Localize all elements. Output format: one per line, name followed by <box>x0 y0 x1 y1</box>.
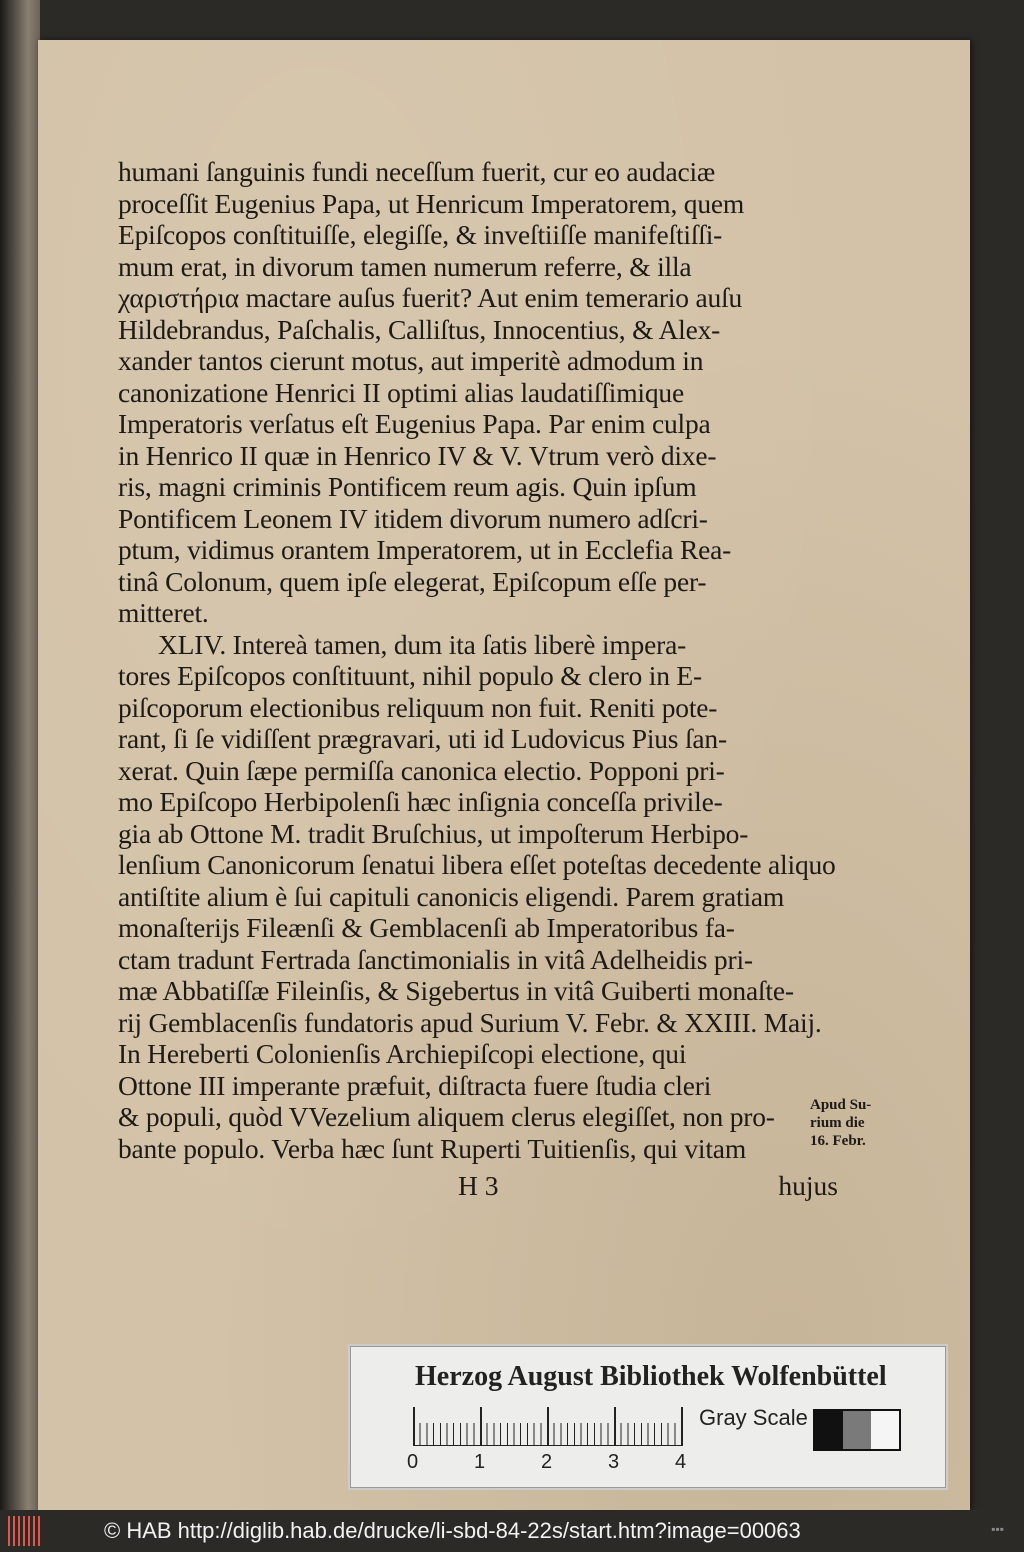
gray-scale-label: Gray Scale <box>699 1405 808 1430</box>
copyright-url[interactable]: © HAB http://diglib.hab.de/drucke/li-sbd-84-22s/start.htm?image=00063 <box>104 1518 801 1543</box>
text-line: χαριστήρια mactare auſus fuerit? Aut enim temerario auſu <box>118 282 743 313</box>
text-line: lenſium Canonicorum ſenatui libera eſſet poteſtas decedente aliquo <box>118 849 836 880</box>
gray-swatch <box>843 1411 871 1449</box>
gray-swatch <box>815 1411 843 1449</box>
ruler-number: 2 <box>541 1451 553 1473</box>
text-line: mæ Abbatiſſæ Fileinſis, & Sigebertus in vitâ Guiberti monaſte- <box>118 975 794 1006</box>
text-line: gia ab Ottone M. tradit Bruſchius, ut impoſterum Herbipo- <box>118 817 749 849</box>
text-line: bante populo. Verba hæc ſunt Ruperti Tuitienſis, qui vitam <box>118 1132 747 1164</box>
ellipsis-icon: ▪▪▪ <box>991 1522 1004 1536</box>
status-bar <box>0 1510 1024 1552</box>
page-footer <box>118 1170 838 1202</box>
text-line: XLIV. Intereà tamen, dum ita ſatis liberè impera- <box>158 628 687 660</box>
margin-note <box>810 1096 900 1150</box>
text-line: humani ſanguinis fundi neceſſum fuerit, cur eo audaciæ <box>118 156 716 187</box>
ruler-number: 1 <box>474 1451 486 1473</box>
text-line: Epiſcopos conſtituiſſe, elegiſſe, & inveſtiiſſe manifeſtiſſi- <box>118 219 723 250</box>
document-page <box>38 40 970 1510</box>
margin-note-line: rium die <box>810 1115 865 1131</box>
text-line: rij Gemblacenſis fundatoris apud Surium V. Febr. & XXIII. Maij. <box>118 1006 822 1038</box>
text-line: antiſtite alium è ſui capituli canonicis eligendi. Parem gratiam <box>118 880 785 912</box>
ruler-numbers <box>407 1451 707 1475</box>
catchword: hujus <box>778 1170 838 1201</box>
text-line: Hildebrandus, Paſchalis, Calliſtus, Innocentius, & Alex- <box>118 313 721 345</box>
book-spine-edge <box>0 0 40 1510</box>
text-line: In Hereberti Colonienſis Archiepiſcopi electione, qui <box>118 1038 687 1069</box>
text-line: & populi, quòd VVezelium aliquem clerus elegiſſet, non pro- <box>118 1101 775 1132</box>
text-line: Imperatoris verſatus eſt Eugenius Papa. Par enim culpa <box>118 408 711 439</box>
color-calibration-card <box>350 1346 946 1488</box>
ruler-number: 4 <box>675 1451 687 1473</box>
gray-swatch <box>871 1411 899 1449</box>
ruler-major-ticks <box>413 1407 683 1445</box>
text-line: mum erat, in divorum tamen numerum referre, & illa <box>118 250 692 282</box>
text-line: Ottone III imperante præfuit, diſtracta fuere ſtudia cleri <box>118 1069 712 1101</box>
library-name: Herzog August Bibliothek Wolfenbüttel <box>415 1361 887 1392</box>
text-line: canonizatione Henrici II optimi alias laudatiſſimique <box>118 376 684 408</box>
text-line: in Henrico II quæ in Henrico IV & V. Vtrum verò dixe- <box>118 439 717 471</box>
text-line: tores Epiſcopos conſtituunt, nihil populo & clero in E- <box>118 660 702 691</box>
ruler-number: 0 <box>407 1451 419 1473</box>
text-line: ctam tradunt Fertrada ſanctimonialis in vitâ Adelheidis pri- <box>118 943 753 975</box>
margin-note-line: 16. Febr. <box>810 1133 866 1149</box>
barcode-icon <box>8 1516 42 1546</box>
text-line: Pontificem Leonem IV itidem divorum numero adſcri- <box>118 502 708 534</box>
text-line: monaſterijs Fileænſi & Gemblacenſi ab Imperatoribus fa- <box>118 912 735 943</box>
text-line: rant, ſi ſe vidiſſent prægravari, uti id Ludovicus Pius ſan- <box>118 723 727 754</box>
text-line: ris, magni criminis Pontificem reum agis. Quin ipſum <box>118 471 697 502</box>
body-text <box>118 156 838 1164</box>
text-line: piſcoporum electionibus reliquum non fuit. Reniti pote- <box>118 691 718 723</box>
text-line: ptum, vidimus orantem Imperatorem, ut in Ecclefia Rea- <box>118 534 732 565</box>
text-line: proceſſit Eugenius Papa, ut Henricum Imperatorem, quem <box>118 187 745 219</box>
margin-note-line: Apud Su- <box>810 1097 872 1113</box>
text-line: xerat. Quin ſæpe permiſſa canonica electio. Popponi pri- <box>118 754 725 786</box>
text-line: xander tantos cierunt motus, aut imperitè admodum in <box>118 345 704 376</box>
signature-mark: H 3 <box>458 1170 499 1201</box>
text-line: mitteret. <box>118 597 209 628</box>
text-line: tinâ Colonum, quem ipſe elegerat, Epiſcopum eſſe per- <box>118 565 707 597</box>
text-line: mo Epiſcopo Herbipolenſi hæc inſignia conceſſa privile- <box>118 786 723 817</box>
ruler-number: 3 <box>608 1451 620 1473</box>
gray-scale-swatches <box>813 1409 901 1451</box>
